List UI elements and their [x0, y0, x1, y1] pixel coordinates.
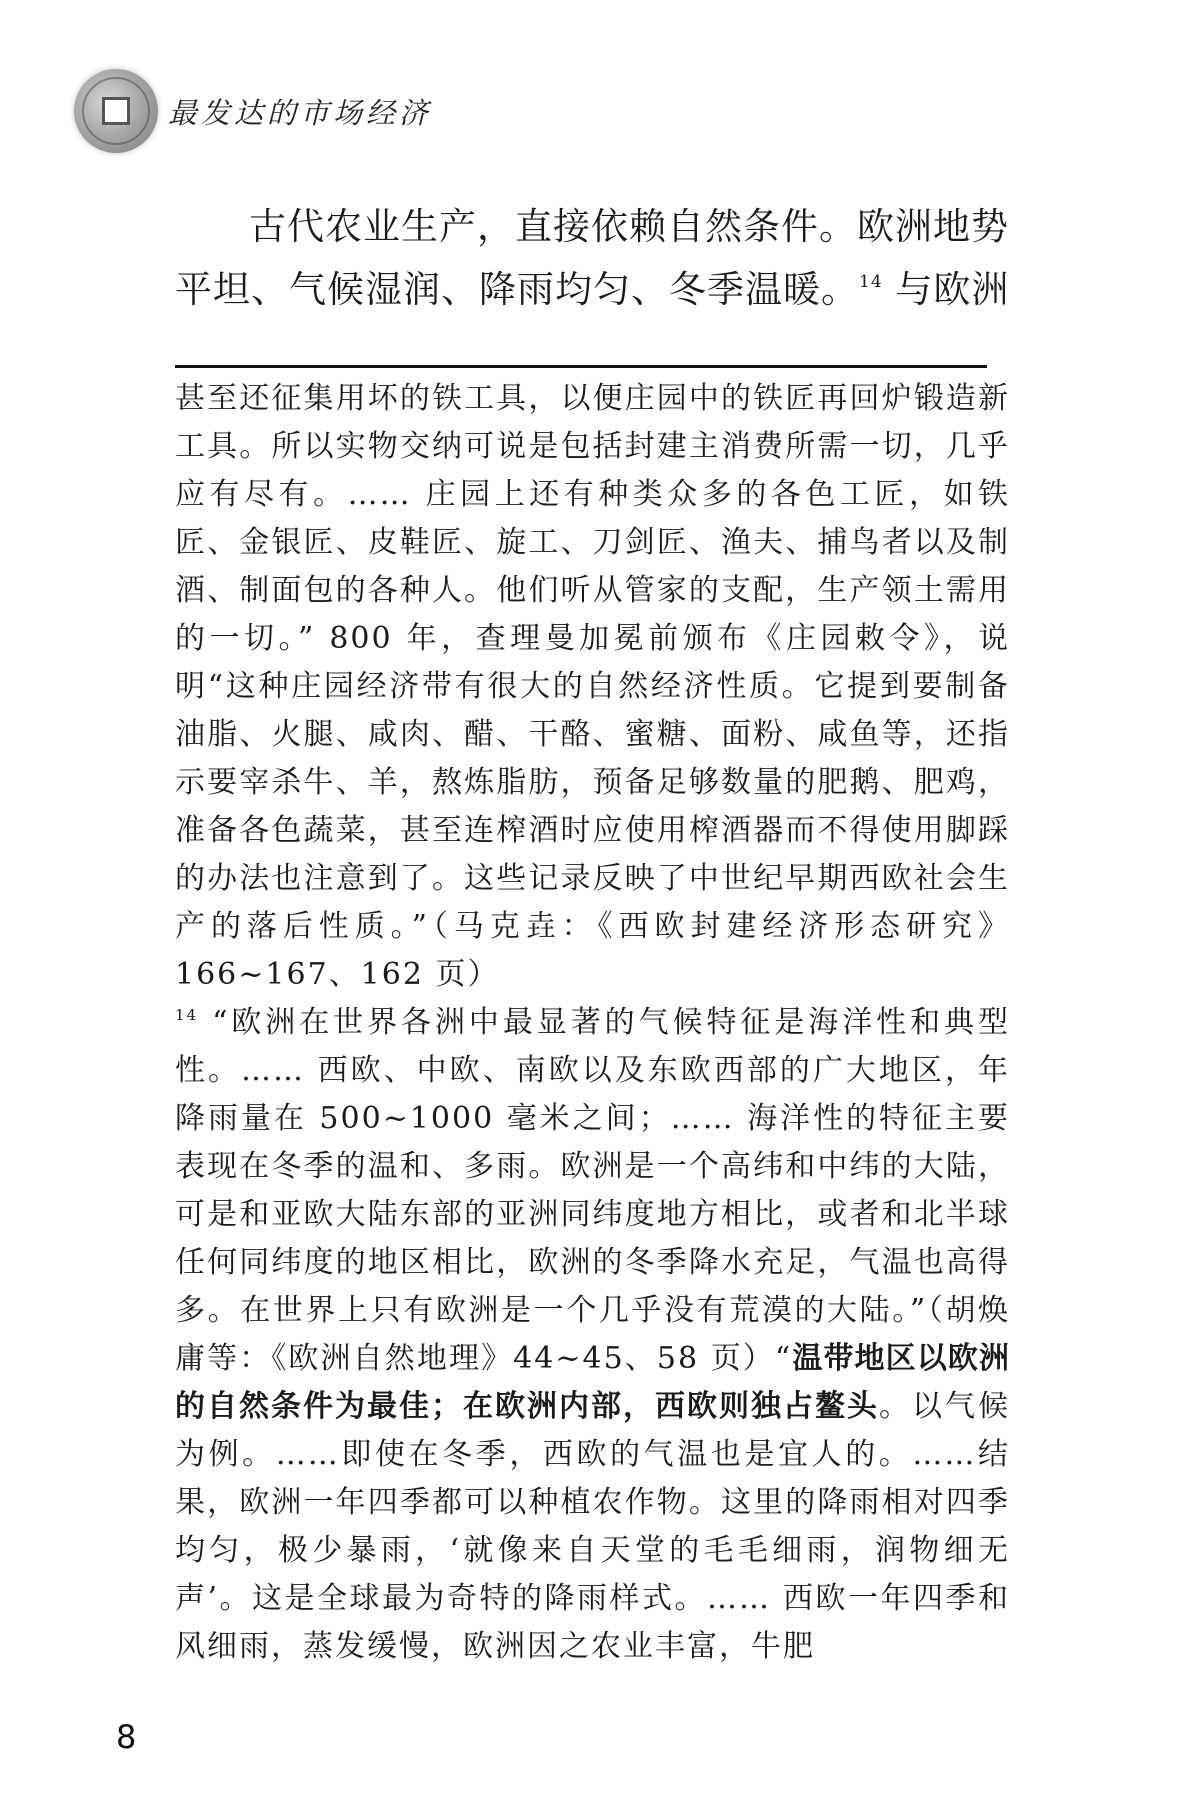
main-paragraph — [175, 195, 1015, 321]
coin-square-hole — [102, 97, 130, 125]
footnotes-section — [175, 375, 1010, 1671]
running-title: 最发达的市场经济 — [168, 95, 433, 130]
footnote-14 — [175, 999, 1010, 1671]
footnote-14-text: “欧洲在世界各洲中最显著的气候特征是海洋性和典型性。…… 西欧、中欧、南欧以及东欧西部的广大地区，年降雨量在 500~1000 毫米之间；…… 海洋性的特征主要表现在冬季的温和、多雨。欧洲是一个高纬和中纬的大陆，可是和亚欧大陆东部的亚洲同纬度地方相比，或者和北半球任何同纬度的地区相比，欧洲的冬季降水充足，气温也高得多。在世界上只有欧洲是一个几乎没有荒漠的大陆。”（胡焕庸等：《欧洲自然地理》44~45、58 页）“ — [175, 1005, 1010, 1376]
footnote-14-rest: 。以气候为例。……即使在冬季，西欧的气温也是宜人的。……结果，欧洲一年四季都可以种植农作物。这里的降雨相对四季均匀，极少暴雨，‘就像来自天堂的毛毛细雨，润物细无声’。这是全球最为奇特的降雨样式。…… 西欧一年四季和风细雨，蒸发缓慢，欧洲因之农业丰富，牛肥 — [175, 1389, 1010, 1664]
footnote-reference: 14 — [859, 272, 883, 292]
footnote-14-number: 14 — [175, 1006, 199, 1024]
footnote-continued: 甚至还征集用坏的铁工具，以便庄园中的铁匠再回炉锻造新工具。所以实物交纳可说是包括封建主消费所需一切，几乎应有尽有。…… 庄园上还有种类众多的各色工匠，如铁匠、金银匠、皮鞋匠、旋工、刀剑匠、渔夫、捕鸟者以及制酒、制面包的各种人。他们听从管家的支配，生产领土需用的一切。” 800 年，查理曼加冕前颁布《庄园敕令》，说明“这种庄园经济带有很大的自然经济性质。它提到要制备油脂、火腿、咸肉、醋、干酪、蜜糖、面粉、咸鱼等，还指示要宰杀牛、羊，熬炼脂肪，预备足够数量的肥鹅、肥鸡，准备各色蔬菜，甚至连榨酒时应使用榨酒器而不得使用脚踩的办法也注意到了。这些记录反映了中世纪早期西欧社会生产的落后性质。”（马克垚：《西欧封建经济形态研究》166~167、162 页） — [175, 381, 1010, 992]
footnote-14-bold-text: 温带地区以欧洲的自然条件为最佳；在欧洲内部，西欧则独占鳌头 — [175, 1341, 1011, 1424]
page-header — [74, 66, 432, 156]
main-paragraph-text-1: 古代农业生产，直接依赖自然条件。欧洲地势平坦、气候湿润、降雨均匀、冬季温暖。 — [175, 205, 1009, 311]
page-number: 8 — [116, 1718, 137, 1756]
coin-emblem-icon — [74, 69, 158, 153]
main-paragraph-text-2: 与欧洲 — [882, 268, 1010, 311]
footnote-separator — [175, 365, 987, 368]
